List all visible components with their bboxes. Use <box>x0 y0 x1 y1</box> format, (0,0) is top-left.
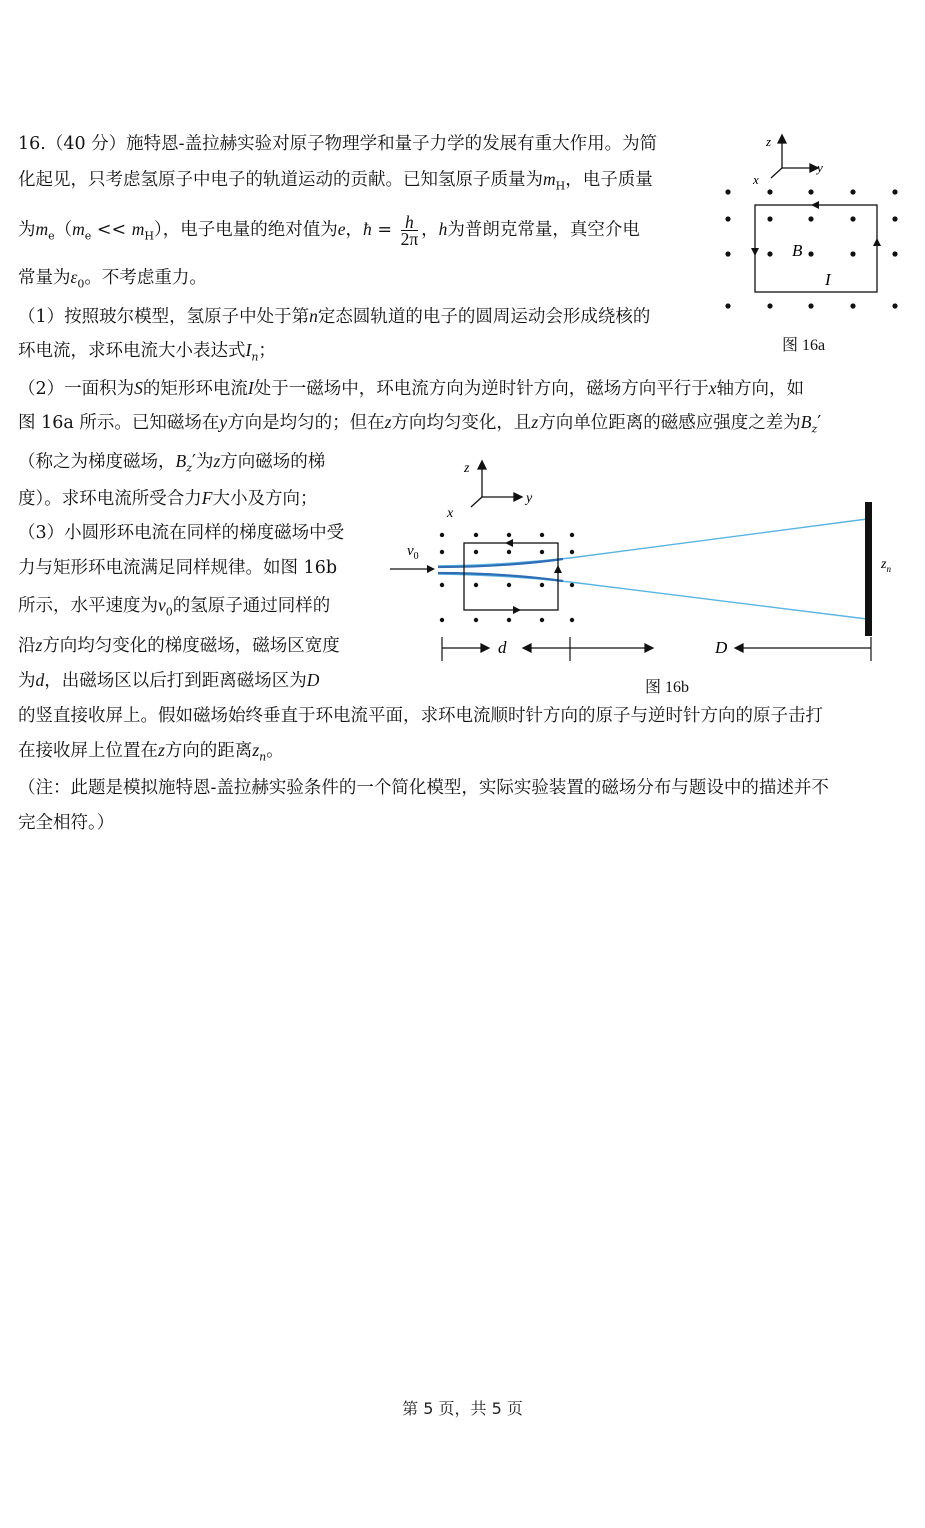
field-dot <box>850 303 855 308</box>
field-dot <box>440 583 444 587</box>
axis-y-label-b: y <box>526 491 533 506</box>
detector-screen <box>865 502 872 636</box>
field-dots-16a <box>725 189 897 308</box>
field-dot <box>767 251 772 256</box>
axis-y-label-a: y <box>817 160 823 175</box>
axis-z-label-b: z <box>464 461 470 476</box>
field-dot <box>440 550 444 554</box>
q1-line-1: （1）按照玻尔模型，氢原子中处于第n定态圆轨道的电子的圆周运动会形成绕核的 <box>18 306 651 327</box>
field-dots-16b <box>440 533 574 622</box>
field-dot <box>474 550 478 554</box>
field-dot <box>850 189 855 194</box>
q3-line-6: 的竖直接收屏上。假如磁场始终垂直于环电流平面，求环电流顺时针方向的原子与逆时针方向的原子击打 <box>18 706 823 726</box>
field-dot <box>474 583 478 587</box>
q3-line-3: 所示，水平速度为$v_0$的氢原子通过同样的 <box>18 595 331 619</box>
field-dot <box>725 303 730 308</box>
field-dot <box>540 533 544 537</box>
problem-line-1: 16.（40 分）施特恩-盖拉赫实验对原子物理学和量子力学的发展有重大作用。为简 <box>18 134 658 154</box>
field-dot <box>570 533 574 537</box>
axis-z-label-a: z <box>766 134 772 149</box>
figure-16b <box>385 455 905 670</box>
incoming-arrow <box>427 565 435 573</box>
page-footer: 第 5 页，共 5 页 <box>402 1399 523 1418</box>
field-dot <box>725 216 730 221</box>
field-dot <box>767 303 772 308</box>
beam-paths <box>438 519 867 619</box>
field-dot <box>808 216 813 221</box>
field-dot <box>850 216 855 221</box>
label-B: B <box>792 241 803 260</box>
axis-x-label-a: x <box>753 172 759 187</box>
field-dot <box>767 216 772 221</box>
problem-line-4: 常量为$\varepsilon_0$。不考虑重力。 <box>18 267 207 291</box>
field-dot <box>808 251 813 256</box>
label-zn: $z_n$ <box>881 557 891 574</box>
field-dot <box>570 583 574 587</box>
field-dot <box>892 303 897 308</box>
q2-line-4: 度）。求环电流所受合力F大小及方向； <box>18 488 318 509</box>
loop-arrows-16a <box>751 201 881 256</box>
field-dot <box>507 550 511 554</box>
field-dot <box>540 550 544 554</box>
q3-line-1: （3）小圆形环电流在同样的梯度磁场中受 <box>18 523 345 543</box>
field-dot <box>507 533 511 537</box>
q2-line-1: （2）一面积为S的矩形环电流I处于一磁场中，环电流方向为逆时针方向，磁场方向平行于x轴方向，如 <box>18 378 804 399</box>
current-loop-16a <box>755 205 877 292</box>
field-dot <box>850 251 855 256</box>
note-line-2: 完全相符。） <box>18 813 115 833</box>
problem-line-2: 化起见，只考虑氢原子中电子的轨道运动的贡献。已知氢原子质量为$m_H$，电子质量 <box>18 169 653 193</box>
field-dot <box>725 251 730 256</box>
problem-line-3: 为$m_e(m_e << m_H)$，电子电量的绝对值为e，ħ = $\frac{h}{2\pi}$ ，h为普朗克常量，真空介电 <box>18 212 640 249</box>
field-dot <box>570 618 574 622</box>
q3-line-4: 沿z方向均匀变化的梯度磁场，磁场区宽度 <box>18 635 340 656</box>
field-dot <box>440 618 444 622</box>
h-over-2pi: $\frac{h}{2\pi}$ <box>400 212 419 249</box>
field-dot <box>540 583 544 587</box>
q3-line-7: 在接收屏上位置在z方向的距离$z_n$。 <box>18 740 284 764</box>
axes-16b <box>471 461 522 507</box>
label-v0: $v_0$ <box>407 543 419 562</box>
caption-16b: 图 16b <box>645 679 690 696</box>
q3-line-5: 为d，出磁场区以后打到距离磁场区为D <box>18 670 320 691</box>
caption-16a: 图 16a <box>782 337 826 354</box>
field-dot <box>474 618 478 622</box>
axes-16a <box>771 135 818 178</box>
hbar-formula: ħ = $\frac{h}{2\pi}$ <box>363 212 419 249</box>
field-dot <box>725 189 730 194</box>
field-dot <box>808 189 813 194</box>
field-dot <box>540 618 544 622</box>
field-dot <box>767 189 772 194</box>
label-I: I <box>825 270 831 289</box>
field-dot <box>507 583 511 587</box>
field-dot <box>892 189 897 194</box>
field-dot <box>570 550 574 554</box>
field-dot <box>507 618 511 622</box>
label-D: D <box>715 638 728 657</box>
field-dot <box>474 533 478 537</box>
field-dot <box>892 251 897 256</box>
label-d: d <box>498 638 507 657</box>
axis-x-label-b: x <box>447 506 454 521</box>
q1-line-2: 环电流，求环电流大小表达式$I_n$； <box>18 340 276 364</box>
q2-line-3: （称之为梯度磁场，$B_z'$为z方向磁场的梯 <box>18 451 326 475</box>
field-dot <box>440 533 444 537</box>
field-dot <box>808 303 813 308</box>
note-line-1: （注：此题是模拟施特恩-盖拉赫实验条件的一个简化模型，实际实验装置的磁场分布与题设中的描述并不 <box>18 778 829 798</box>
field-dot <box>892 216 897 221</box>
q2-line-2: 图 16a 所示。已知磁场在y方向是均匀的；但在z方向均匀变化，且z方向单位距离的磁感应强度之差为$B_z'$ <box>18 412 822 436</box>
figure-16a <box>715 128 915 328</box>
q3-line-2: 力与矩形环电流满足同样规律。如图 16b <box>18 558 338 578</box>
